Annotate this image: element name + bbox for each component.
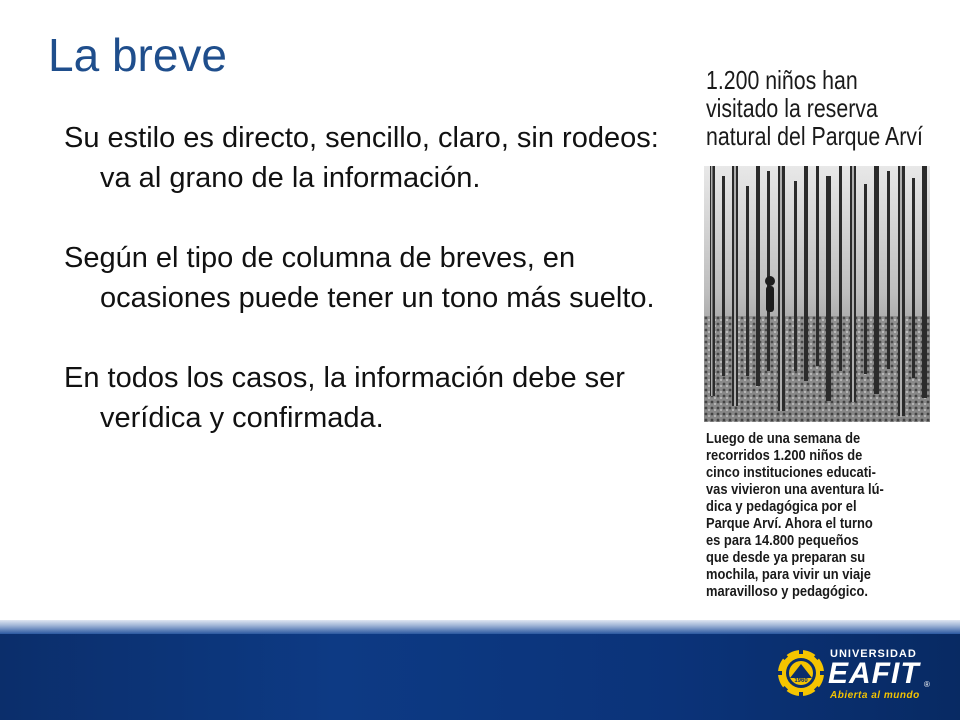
clipping-caption-line: maravilloso y pedagógico.	[706, 583, 869, 600]
bullet-item: En todos los casos, la información debe ser verídica y confirmada.	[64, 362, 625, 434]
clipping-caption-line: recorridos 1.200 niños de	[706, 447, 863, 464]
bullet-item: Según el tipo de columna de breves, en ocasiones puede tener un tono más suelto.	[64, 242, 655, 314]
clipping-headline-line: natural del Parque Arví	[706, 121, 923, 151]
slide-title: La breve	[48, 29, 228, 81]
clipping-caption-line: es para 14.800 pequeños	[706, 532, 859, 549]
clipping-caption-line: cinco instituciones educati-	[706, 464, 876, 481]
bullet-item: Su estilo es directo, sencillo, claro, sin rodeos: va al grano de la información.	[64, 122, 659, 194]
clipping-caption-line: Luego de una semana de	[706, 430, 861, 447]
clipping-caption-line: mochila, para vivir un viaje	[706, 566, 871, 583]
clipping-caption-line: que desde ya preparan su	[706, 549, 866, 566]
clipping-caption-line: vas vivieron una aventura lú-	[706, 481, 884, 498]
logo-tagline: Abierta al mundo	[830, 690, 920, 701]
clipping-caption-line: dica y pedagógica por el	[706, 498, 857, 515]
clipping-headline	[706, 65, 923, 151]
clipping-caption	[706, 430, 909, 600]
newspaper-clipping	[700, 62, 932, 600]
logo-university: UNIVERSIDAD	[830, 648, 917, 660]
logo-registered-mark: ®	[924, 680, 930, 689]
university-seal-icon	[776, 648, 826, 698]
seal-year: 1960	[794, 678, 808, 684]
clipping-headline-line: visitado la reserva	[706, 93, 878, 123]
clipping-caption-line: Parque Arví. Ahora el turno	[706, 515, 873, 532]
logo-name: EAFIT	[828, 657, 920, 690]
bullet-list	[64, 118, 684, 478]
clipping-headline-line: 1.200 niños han	[706, 65, 858, 95]
forest-photo	[704, 166, 930, 422]
eafit-logo	[776, 646, 936, 706]
